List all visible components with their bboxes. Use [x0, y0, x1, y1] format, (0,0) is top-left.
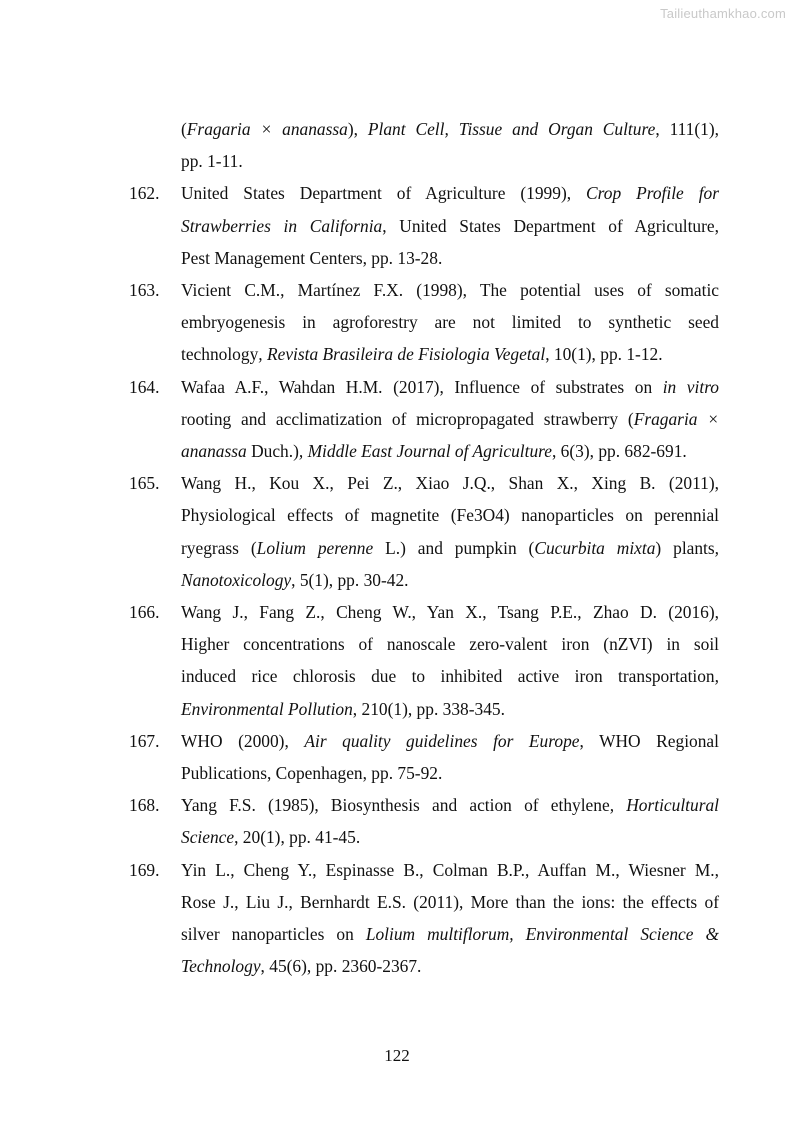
reference-line: Nanotoxicology, 5(1), pp. 30-42. [181, 569, 409, 590]
reference-text [181, 789, 719, 853]
reference-line: Publications, Copenhagen, pp. 75-92. [181, 763, 443, 784]
reference-text [181, 467, 719, 596]
reference-line: embryogenesis in agroforestry are not limited to synthetic seed [181, 312, 719, 333]
reference-line: pp. 1-11. [181, 151, 243, 172]
reference-line: Environmental Pollution, 210(1), pp. 338-345. [181, 698, 505, 719]
reference-line: Physiological effects of magnetite (Fe3O4) nanoparticles on perennial [181, 505, 719, 526]
reference-line: Wafaa A.F., Wahdan H.M. (2017), Influence of substrates on in vitro [181, 376, 720, 397]
reference-list [129, 113, 719, 982]
reference-number: 166. [129, 602, 160, 623]
reference-line: induced rice chlorosis due to inhibited active iron transportation, [181, 666, 719, 687]
reference-number: 162. [129, 183, 160, 204]
reference-entry-continued [129, 113, 719, 177]
reference-entry [129, 274, 719, 371]
reference-line: Wang J., Fang Z., Cheng W., Yan X., Tsang P.E., Zhao D. (2016), [181, 602, 719, 623]
reference-line: United States Department of Agriculture (1999), Crop Profile for [181, 183, 719, 204]
reference-text [181, 113, 719, 177]
watermark: Tailieuthamkhao.com [660, 6, 786, 21]
reference-entry [129, 467, 719, 596]
reference-number: 167. [129, 730, 160, 751]
reference-line: technology, Revista Brasileira de Fisiologia Vegetal, 10(1), pp. 1-12. [181, 344, 663, 365]
page-number: 122 [384, 1046, 410, 1065]
reference-text [181, 177, 719, 274]
reference-line: Science, 20(1), pp. 41-45. [181, 827, 361, 848]
reference-text [181, 596, 719, 725]
reference-line: (Fragaria × ananassa), Plant Cell, Tissue and Organ Culture, 111(1), [181, 119, 719, 139]
reference-line: Technology, 45(6), pp. 2360-2367. [181, 956, 422, 977]
reference-line: Yang F.S. (1985), Biosynthesis and action of ethylene, Horticultural [181, 795, 720, 816]
reference-line: WHO (2000), Air quality guidelines for Europe, WHO Regional [181, 730, 719, 751]
reference-number: 164. [129, 376, 160, 397]
reference-entry [129, 596, 719, 725]
reference-line: ananassa Duch.), Middle East Journal of Agriculture, 6(3), pp. 682-691. [181, 441, 687, 462]
reference-line: Pest Management Centers, pp. 13-28. [181, 247, 443, 268]
reference-entry [129, 177, 719, 274]
reference-entry [129, 371, 719, 468]
reference-text [181, 725, 719, 789]
reference-number: 168. [129, 795, 160, 816]
reference-text [181, 854, 719, 983]
reference-line: ryegrass (Lolium perenne L.) and pumpkin (Cucurbita mixta) plants, [181, 537, 720, 558]
reference-line: Vicient C.M., Martínez F.X. (1998), The potential uses of somatic [181, 280, 719, 301]
reference-line: Strawberries in California, United States Department of Agriculture, [181, 215, 719, 236]
reference-line: Wang H., Kou X., Pei Z., Xiao J.Q., Shan X., Xing B. (2011), [181, 473, 719, 494]
reference-entry [129, 789, 719, 853]
reference-text [181, 371, 719, 468]
reference-number: 169. [129, 859, 160, 880]
reference-line: Rose J., Liu J., Bernhardt E.S. (2011), More than the ions: the effects of [181, 891, 719, 912]
reference-line: rooting and acclimatization of micropropagated strawberry (Fragaria × [181, 408, 719, 429]
reference-number: 163. [129, 280, 160, 301]
reference-entry [129, 854, 719, 983]
reference-text [181, 274, 719, 371]
reference-number: 165. [129, 473, 160, 494]
reference-line: Yin L., Cheng Y., Espinasse B., Colman B.P., Auffan M., Wiesner M., [181, 859, 719, 880]
reference-line: silver nanoparticles on Lolium multiflorum, Environmental Science & [181, 924, 719, 945]
reference-line: Higher concentrations of nanoscale zero-valent iron (nZVI) in soil [181, 634, 719, 655]
reference-entry [129, 725, 719, 789]
